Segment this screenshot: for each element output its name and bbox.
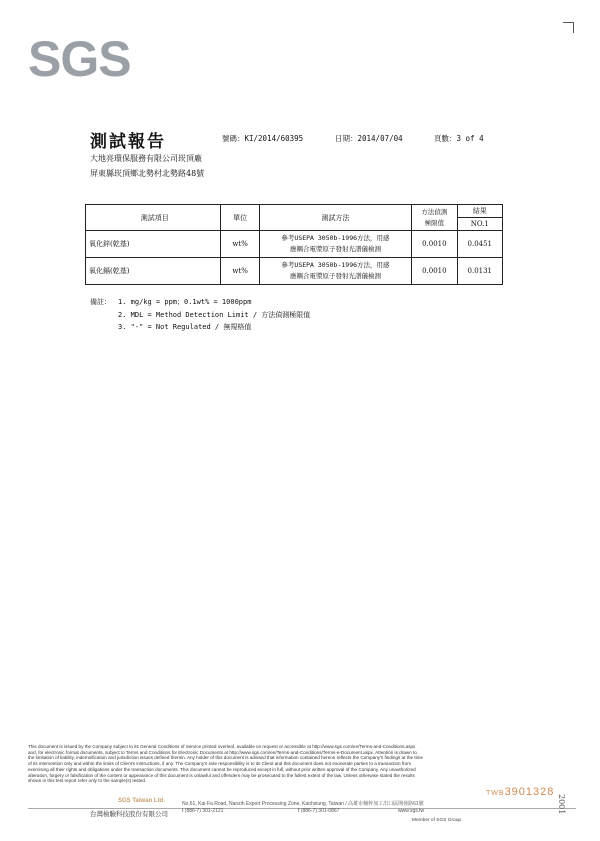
row-unit: wt%	[221, 258, 259, 285]
company-name-en: SGS Taiwan Ltd.	[118, 798, 165, 804]
report-date-value: 2014/07/04	[357, 134, 403, 143]
report-number-label: 號碼：	[222, 134, 245, 143]
report-number-value: KI/2014/60395	[244, 134, 304, 143]
disclaimer-line: the limitation of liability, indemnification and jurisdiction issues defined therein. Any holder of this document is advised that information contained hereon reflects the Company's findings at the time	[28, 755, 424, 761]
member-of-sgs-group: Member of SGS Group	[412, 818, 462, 823]
disclaimer-line: exercising all their rights and obligations under the transaction documents. This document cannot be reproduced except in full, without prior written approval of the Company. Any unauthorized	[28, 766, 416, 772]
row-unit: wt%	[221, 231, 259, 258]
table-row	[86, 231, 503, 258]
note-item: 3. "-" = Not Regulated / 無規格值	[118, 323, 252, 331]
disclaimer-line: shown in this test report refer only to the sample(s) tested.	[28, 778, 147, 784]
note-item: 1. mg/kg = ppm；0.1wt% = 1000ppm	[118, 298, 252, 306]
header-test-item: 測試項目	[86, 205, 221, 231]
legal-disclaimer	[28, 744, 576, 784]
header-unit: 單位	[221, 205, 259, 231]
report-title: 測試報告	[90, 132, 166, 152]
header-mdl-line1: 方法偵測	[421, 207, 448, 216]
header-mdl	[412, 205, 457, 231]
note-item: 2. MDL = Method Detection Limit / 方法偵測極限值	[118, 310, 311, 319]
row-test-item: 氧化鎘(乾基)	[86, 258, 221, 285]
serial-value: 3901328	[504, 786, 555, 798]
company-phone: t (886-7) 301-2121	[182, 808, 224, 814]
page-number-value: 3 of 4	[456, 134, 484, 143]
client-address: 屏東縣崁頂鄉北勢村北勢路48號	[90, 169, 205, 178]
row-method-line2: 應耦合電漿原子發射光譜儀檢測	[289, 272, 381, 280]
row-method-line1: 參考USEPA 3050b-1996方法，用感	[281, 261, 390, 269]
header-sample-id: NO.1	[457, 218, 502, 231]
row-result: 0.0451	[457, 231, 502, 258]
table-row	[86, 258, 503, 285]
row-test-item: 氧化鋅(乾基)	[86, 231, 221, 258]
row-mdl: 0.0010	[412, 231, 457, 258]
results-table	[85, 204, 503, 285]
side-year-mark: 2001	[557, 794, 566, 815]
header-test-method: 測試方法	[259, 205, 411, 231]
serial-prefix: TWB	[486, 790, 505, 797]
serial-number	[486, 786, 554, 798]
notes-label: 備註：	[90, 298, 111, 306]
client-name: 大地亮環保服務有限公司崁頂廠	[90, 154, 202, 163]
header-result: 結果	[457, 205, 502, 218]
page-number	[434, 133, 484, 144]
sgs-logo: SGS	[28, 31, 131, 87]
corner-crop-mark	[563, 22, 574, 33]
header-mdl-line2: 極限值	[424, 218, 445, 227]
row-test-method	[259, 231, 411, 258]
row-test-method	[259, 258, 411, 285]
row-method-line2: 應耦合電漿原子發射光譜儀檢測	[289, 245, 381, 253]
report-header	[90, 127, 510, 152]
report-date-label: 日期：	[335, 134, 358, 143]
report-date	[335, 133, 403, 144]
disclaimer-line: of its intervention only and within the limits of Client's instructions, if any. The Company's sole responsibility is to its Client and this document does not exonerate parties to a transaction from	[28, 761, 412, 767]
row-result: 0.0131	[457, 258, 502, 285]
row-mdl: 0.0010	[412, 258, 457, 285]
company-name-zh: 台灣檢驗科技股份有限公司	[90, 810, 168, 818]
disclaimer-line: and, for electronic format documents, subject to Terms and Conditions for Electronic Documents at http://www.sgs.com/en/Terms-and-Conditions/Terms-e-Document.aspx. Attention is drawn to	[28, 749, 417, 755]
company-fax: f (886-7) 301-0867	[298, 808, 340, 814]
disclaimer-line: alteration, forgery or falsification of the content or appearance of this document is unlawful and offenders may be prosecuted to the fullest extent of the law. Unless otherwise stated the results	[28, 772, 415, 778]
company-website: www.sgs.tw	[398, 808, 425, 814]
company-address: No.61, Kai-Fa Road, Nanzih Export Processing Zone, Kaohsiung, Taiwan / 高雄市楠梓加工出口區開發路61號	[182, 801, 424, 807]
disclaimer-line: This document is issued by the Company subject to its General Conditions of Service printed overleaf, available on request or accessible at http://www.sgs.com/en/Terms-and-Conditions.aspx	[28, 744, 416, 749]
page-number-label: 頁數：	[434, 134, 457, 143]
report-number	[222, 133, 303, 144]
row-method-line1: 參考USEPA 3050b-1996方法，用感	[281, 234, 390, 242]
